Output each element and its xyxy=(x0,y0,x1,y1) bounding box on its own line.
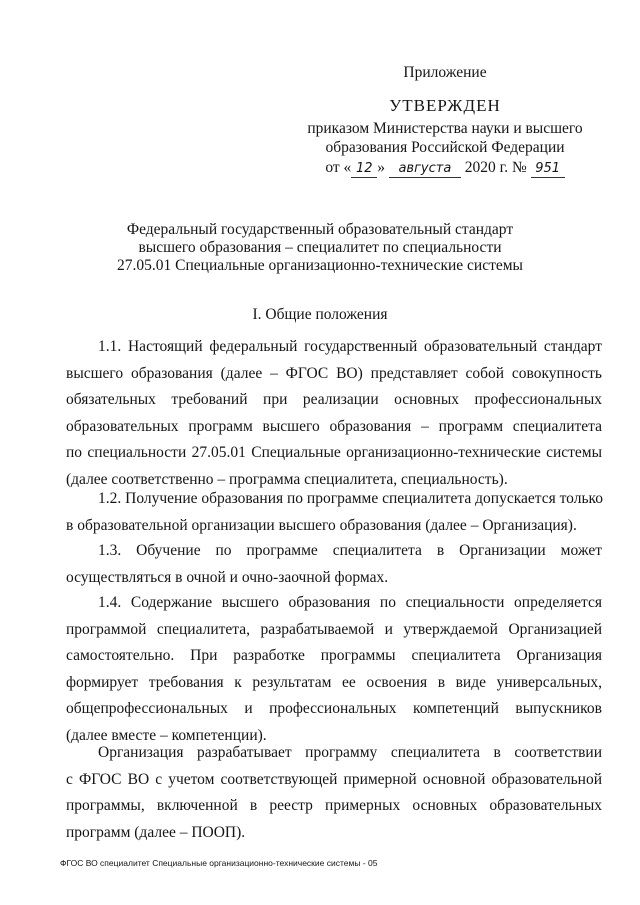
text-line: 1.3. Обучение по программе специалитета в Организации может xyxy=(98,542,602,559)
text-line: (далее соответственно – программа специалитета, специальность). xyxy=(66,470,508,488)
handwritten-month: августа xyxy=(389,161,461,178)
paragraph-1-1 xyxy=(66,334,602,494)
text-line: 1.2. Получение образования по программе специалитета допускается только xyxy=(98,490,604,507)
text-line: высшего образования (далее – ФГОС ВО) представляет собой совокупность xyxy=(66,364,602,382)
approval-ministry-line: образования Российской Федерации xyxy=(325,139,565,156)
paragraph-organization xyxy=(66,740,602,846)
text-line: с ФГОС ВО с учетом соответствующей примерной основной образовательной xyxy=(66,770,602,788)
document-title xyxy=(0,221,640,275)
section-heading: I. Общие положения xyxy=(252,306,388,323)
title-line: Федеральный государственный образовательный стандарт xyxy=(126,221,514,238)
date-year: 2020 г. № xyxy=(464,159,527,176)
handwritten-day: 12 xyxy=(351,161,377,178)
text-line: формирует требования к результатам ее освоения в виде универсальных, xyxy=(66,673,602,691)
text-line: образовательных программ высшего образования – программ специалитета xyxy=(66,417,602,435)
page-footer: ФГОС ВО специалитет Специальные организационно-технические системы - 05 xyxy=(60,858,378,868)
paragraph-1-3 xyxy=(66,538,602,591)
title-line: 27.05.01 Специальные организационно-технические системы xyxy=(117,257,523,274)
text-line: в образовательной организации высшего образования (далее – Организация). xyxy=(66,516,577,534)
text-line: программы, включенной в реестр примерных основных образовательных xyxy=(66,797,602,815)
text-line: самостоятельно. При разработке программы специалитета Организация xyxy=(66,647,602,665)
text-line: (далее вместе – компетенции). xyxy=(66,726,267,744)
text-line: программ (далее – ПООП). xyxy=(66,823,246,841)
approval-order-line: приказом Министерства науки и высшего xyxy=(307,120,583,137)
text-line: 1.4. Содержание высшего образования по специальности определяется xyxy=(98,594,602,611)
approval-date-line xyxy=(280,159,610,178)
text-line: Организация разрабатывает программу специалитета в соответствии xyxy=(98,744,602,761)
title-line: высшего образования – специалитет по специальности xyxy=(138,239,502,256)
text-line: 1.1. Настоящий федеральный государственный образовательный стандарт xyxy=(98,338,602,355)
approved-label: УТВЕРЖДЕН xyxy=(389,96,501,115)
text-line: обязательных требований при реализации основных профессиональных xyxy=(66,391,602,409)
text-line: программой специалитета, разрабатываемой и утверждаемой Организацией xyxy=(66,620,602,638)
text-line: по специальности 27.05.01 Специальные организационно-технические системы xyxy=(66,444,602,462)
paragraph-1-4 xyxy=(66,590,602,750)
paragraph-1-2 xyxy=(66,486,602,539)
date-prefix: от « xyxy=(325,159,352,176)
handwritten-number: 951 xyxy=(531,161,565,178)
appendix-label: Приложение xyxy=(403,64,487,81)
text-line: осуществляться в очной и очно-заочной формах. xyxy=(66,568,389,586)
date-mid: » xyxy=(377,159,386,176)
text-line: общепрофессиональных и профессиональных компетенций выпускников xyxy=(66,700,602,718)
